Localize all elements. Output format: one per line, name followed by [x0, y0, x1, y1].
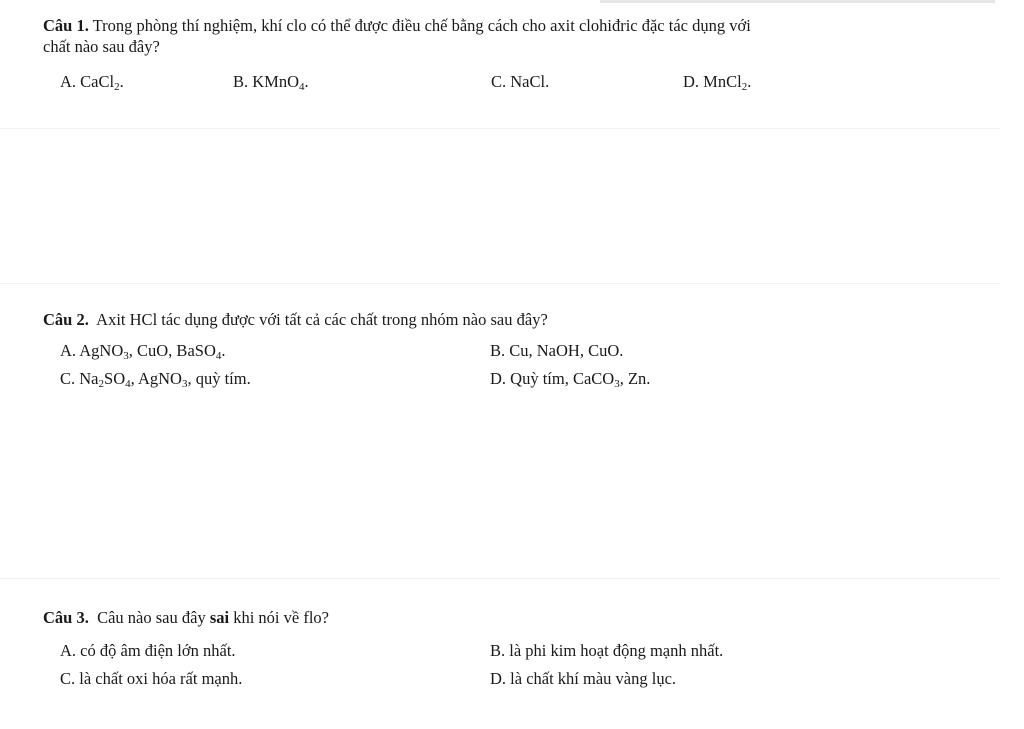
question-2-option-d: D. Quỳ tím, CaCO$_3$, Zn.: [490, 369, 651, 390]
question-1-option-a: A. CaCl$_2$.: [60, 72, 124, 93]
question-1-line-1: [43, 16, 751, 36]
question-3-text-pre: Câu nào sau đây: [88, 608, 210, 627]
question-3-number: Câu 3.: [43, 608, 89, 627]
question-3-line-1: [43, 608, 329, 628]
faint-divider: [0, 283, 1000, 284]
question-2-line-1: [43, 310, 548, 330]
faint-divider: [0, 578, 1000, 579]
question-1-text-1: Trong phòng thí nghiệm, khí clo có thể được điều chế bằng cách cho axit clohiđric đặc tác dụng với: [88, 16, 751, 35]
question-1-option-b: B. KMnO$_4$.: [233, 72, 309, 93]
question-1-option-c: C. NaCl.: [491, 72, 550, 91]
question-2-text: Axit HCl tác dụng được với tất cả các chất trong nhóm nào sau đây?: [88, 310, 548, 329]
question-1-line-2: chất nào sau đây?: [43, 37, 160, 56]
question-2-number: Câu 2.: [43, 310, 89, 329]
question-3-option-b: B. là phi kim hoạt động mạnh nhất.: [490, 641, 724, 660]
question-3-text-post: khi nói về flo?: [229, 608, 329, 627]
top-edge-bar: [600, 0, 995, 3]
question-3-option-c: C. là chất oxi hóa rất mạnh.: [60, 669, 243, 688]
question-3-option-d: D. là chất khí màu vàng lục.: [490, 669, 677, 688]
question-3-option-a: A. có độ âm điện lớn nhất.: [60, 641, 236, 660]
question-1-number: Câu 1.: [43, 16, 89, 35]
question-3-emphasis: sai: [209, 608, 230, 627]
question-2-option-b: B. Cu, NaOH, CuO.: [490, 341, 624, 360]
faint-divider: [0, 128, 1000, 129]
question-1-option-d: D. MnCl$_2$.: [683, 72, 752, 93]
question-2-option-c: C. $Na_2SO_4$, AgNO$_3$, quỳ tím.: [60, 369, 251, 390]
question-2-option-a: A. AgNO$_3$, CuO, BaSO$_4$.: [60, 341, 226, 362]
